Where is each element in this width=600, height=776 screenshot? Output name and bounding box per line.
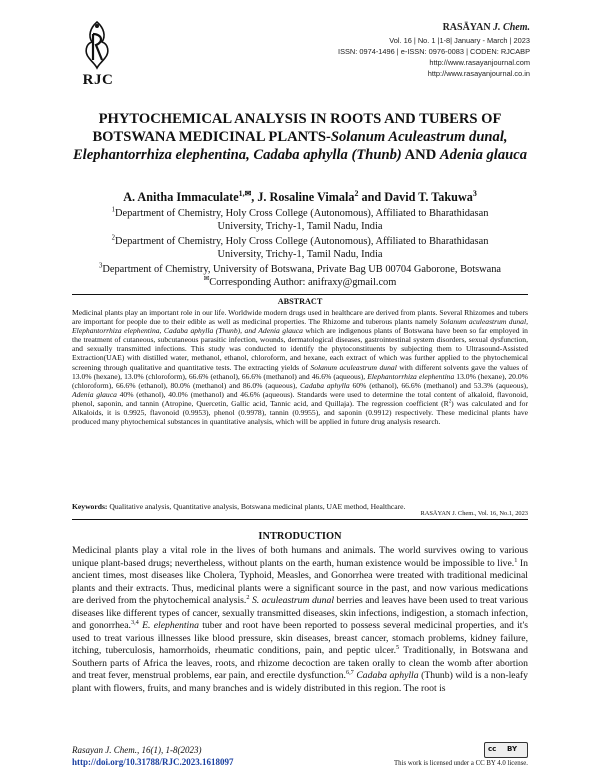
journal-logo	[72, 20, 124, 94]
introduction-heading: INTRODUCTION	[258, 531, 342, 542]
footer-citation	[72, 744, 234, 768]
affiliation-3: $^3$Department of Chemistry, University of Botswana, Private Bag UB 00704 Gaborone, Botswana	[98, 262, 502, 275]
journal-url-2[interactable]: http://www.rasayanjournal.co.in	[427, 69, 530, 78]
abstract-citation: RASĀYAN J. Chem., Vol. 16, No.1, 2023	[420, 510, 528, 517]
affiliation-1: $^1$Department of Chemistry, Holy Cross College (Autonomous), Affiliated to Bharathidasan University, Trichy-1, Tamil Nadu, India	[111, 206, 489, 233]
abstract-bottom-rule	[72, 519, 528, 520]
footer-journal-line: Rasayan J. Chem., 16(1), 1-8(2023)	[72, 745, 202, 755]
author-list: A. Anitha Immaculate$^{1,✉}$, J. Rosaline Vimala$^2$ and David T. Takuwa$^3$	[123, 188, 477, 204]
cc-icon: cc	[488, 745, 497, 753]
journal-name: RASĀYAN J. Chem.	[442, 22, 530, 33]
license-text: This work is licensed under a CC BY 4.0 license.	[394, 760, 528, 767]
issn-line: ISSN: 0974-1496 | e-ISSN: 0976-0083 | CODEN: RJCABP	[338, 47, 530, 56]
keywords: Keywords: Qualitative analysis, Quantitative analysis, Botswana medicinal plants, UAE method, Healthcare.	[72, 502, 406, 511]
by-icon: BY	[507, 745, 518, 753]
abstract-top-rule	[72, 294, 528, 295]
introduction-text: Medicinal plants play a vital role in the lives of both humans and animals. The world survives owing to various unique plant-based drugs; nevertheless, without plants on the earth, human existence would be impossible to live.$^1$ In ancient times, most diseases like Cholera, Typhoid, Measles, and Gonorrhea were treated with traditional medicinal plants and their extracts. Thus, medicinal plants were a significant source in the past, and now various medications are derived from the phytochemical analysis.$^2$ S. aculeastrum dunal berries and leaves have been used to treat various diseases like different types of cancer, sexually transmitted diseases, skin infections, indigestion, a stomach infection, and gonorrhea.$^{3,4}$ E. elephentina tuber and root have been reported to possess several medicinal properties, and it's used to treat various illnesses like blood pressure, skin diseases, breast cancer, stomach problems, kidney failure, itching, tuberculosis, hamorrhoids, rheumatic conditions, pain, and peptic ulcer.$^5$ Traditionally, in Botswana and Southern parts of Africa the leaves, roots, and rhizome decoction are taken orally to clean the womb after abortion and treat fever, menstrual problems, ear pain, and erectile dysfunction.$^{6,7}$ Cadaba aphylla (Thunb) wild is a non-leafy plant with flowers, fruits, and many branches and is widely distributed in this region. The root is	[72, 545, 529, 694]
cc-license-badge[interactable]	[484, 742, 528, 758]
abstract-heading: ABSTRACT	[277, 297, 323, 306]
paper-title: PHYTOCHEMICAL ANALYSIS IN ROOTS AND TUBERS OF BOTSWANA MEDICINAL PLANTS-Solanum Aculeastrum dunal, Elephantorrhiza elephentina, Cadaba aphylla (Thunb) AND Adenia glauca	[72, 111, 528, 163]
doi-link[interactable]: http://doi.org/10.31788/RJC.2023.1618097	[72, 757, 234, 767]
abstract-text: Medicinal plants play an important role in our life. Worldwide modern drugs used in healthcare are derived from plants. Several Rhizomes and tubers are important for people due to their edible as well as medicinal properties. The Rhizome and tuberous plants namely Solanum aculeastrum dunal, Elephantorrhiza elephentina, Cadaba aphylla (Thunb), and Adenia glauca which are indigenous plants of Botswana have been so far employed in the treatment of cutaneous, subcutaneous parasitic infection, wounds, dermatological diseases, gastrointestinal system disorders, sexual dysfunction, and sexually transmitted infections. This study was conducted to identify the phytoconstituents by subjecting them to Ultrasound-Assisted Extraction(UAE) with distilled water, methanol, ethanol, chloroform, and hexane, each extract of which was further applied to the phytochemical screening through qualitative and quantitative tests. The extracting yields of Solanum aculeastrum dunal with different solvents gave the values of 13.0% (hexane), 13.0% (chloroform), 66.6% (ethanol), 66.6% (methanol) and 46.6% (aqueous), Elephantorrhiza elephentina 13.0% (hexane), 20.0% (chloroform), 66.6% (ethanol), 80.0% (methanol) and 86.0% (aqueous), Cadaba aphylla 60% (ethanol), 66.6% (methanol) and 53.3% (aqueous), Adenia glauca 40% (ethanol), 40.0% (methanol) and 46.6% (aqueous). Standards were used to determine the total content of alkaloid, flavonoid, phenol, saponin, and tannin (Atropine, Quercetin, Gallic acid, Tannic acid, and Quillaja). The regression coefficient $(R^2)$ was calculated and for Alkaloids, it is 0.9925, flavonoid (0.9953), phenol (0.9978), tannin (0.9955), and saponin (0.9912) respectively. These medicinal plants have produced many phytochemical substances in quantitative analysis, which will be applied in future drug analysis research.	[72, 308, 529, 427]
rjc-logo-emblem-icon	[80, 20, 114, 70]
affiliation-2: $^2$Department of Chemistry, Holy Cross College (Autonomous), Affiliated to Bharathidasan University, Trichy-1, Tamil Nadu, India	[111, 234, 489, 261]
journal-url-1[interactable]: http://www.rasayanjournal.com	[429, 58, 530, 67]
logo-text: RJC	[82, 72, 114, 88]
corresponding-author: ✉Corresponding Author: anifraxy@gmail.com	[203, 275, 397, 288]
volume-line: Vol. 16 | No. 1 |1-8| January - March | 2023	[389, 36, 530, 45]
